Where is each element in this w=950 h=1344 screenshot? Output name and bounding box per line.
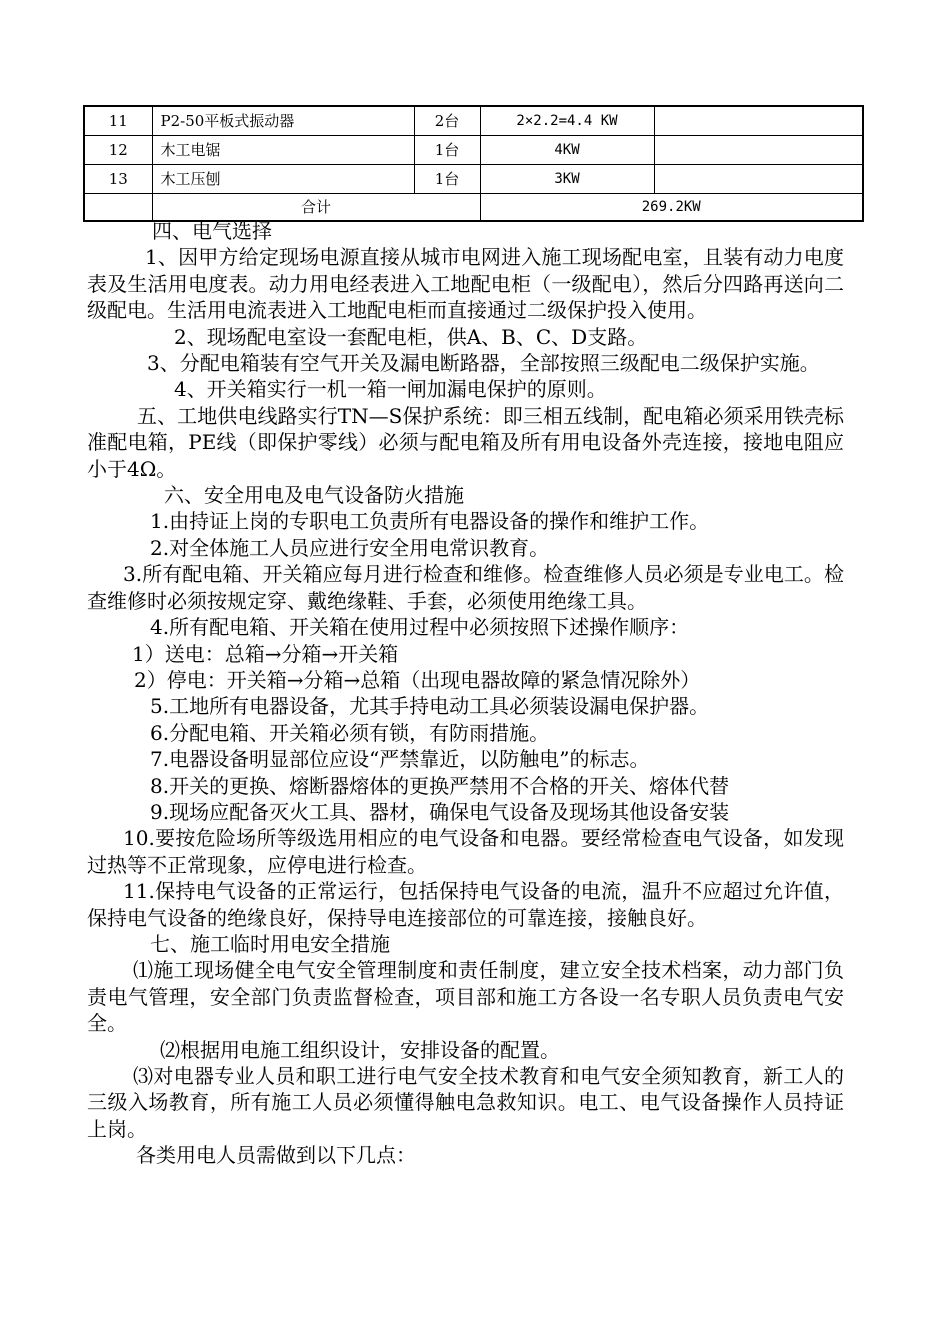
list-item: 4.所有配电箱、开关箱在使用过程中必须按照下述操作顺序： (150, 615, 690, 640)
list-item: 2）停电：开关箱→分箱→总箱（出现电器故障的紧急情况除外） (134, 667, 701, 692)
list-item: 8.开关的更换、熔断器熔体的更换严禁用不合格的开关、熔体代替 (150, 773, 730, 798)
equipment-note (654, 165, 863, 194)
table-row (84, 165, 863, 194)
table-row (84, 136, 863, 165)
list-item: 3.所有配电箱、开关箱应每月进行检查和维修。检查维修人员必须是专业电工。检查维修时必须按规定穿、戴绝缘鞋、手套，必须使用绝缘工具。 (87, 562, 844, 613)
total-label: 合计 (152, 194, 480, 222)
equipment-power: 4KW (480, 136, 654, 165)
equipment-note (654, 106, 863, 136)
equipment-quantity: 2台 (414, 106, 480, 136)
list-item: 7.电器设备明显部位应设“严禁靠近，以防触电”的标志。 (150, 747, 650, 772)
table-row (84, 106, 863, 136)
list-item: 1.由持证上岗的专职电工负责所有电器设备的操作和维护工作。 (150, 509, 710, 534)
section-heading: 六、安全用电及电气设备防火措施 (164, 483, 464, 508)
list-item: 6.分配电箱、开关箱必须有锁，有防雨措施。 (150, 720, 550, 745)
section-heading: 四、电气选择 (152, 219, 272, 243)
equipment-name: 木工压刨 (152, 165, 414, 194)
section-heading: 五、工地供电线路实行TN—S保护系统：即三相五线制，配电箱必须采用铁壳标准配电箱，PE线（即保护零线）必须与配电箱及所有用电设备外壳连接，接地电阻应小于4Ω。 (87, 403, 844, 481)
paragraph: 3、分配电箱装有空气开关及漏电断路器，全部按照三级配电二级保护实施。 (147, 351, 820, 376)
list-item: 11.保持电气设备的正常运行，包括保持电气设备的电流，温升不应超过允许值，保持电气设备的绝缘良好，保持导电连接部位的可靠连接，接触良好。 (87, 879, 844, 930)
list-item: 10.要按危险场所等级选用相应的电气设备和电器。要经常检查电气设备，如发现过热等不正常现象，应停电进行检查。 (87, 826, 844, 877)
document-body (87, 218, 844, 1169)
paragraph: 4、开关箱实行一机一箱一闸加漏电保护的原则。 (174, 377, 607, 402)
row-number: 12 (84, 136, 152, 165)
paragraph: ⑴施工现场健全电气安全管理制度和责任制度，建立安全技术档案，动力部门负责电气管理，安全部门负责监督检查，项目部和施工方各设一名专职人员负责电气安全。 (87, 958, 844, 1036)
section-heading: 七、施工临时用电安全措施 (150, 931, 390, 956)
row-number: 13 (84, 165, 152, 194)
equipment-name: 木工电锯 (152, 136, 414, 165)
list-item: 9.现场应配备灭火工具、器材，确保电气设备及现场其他设备安装 (150, 799, 730, 824)
equipment-power: 2×2.2=4.4 KW (480, 106, 654, 136)
paragraph: 各类用电人员需做到以下几点： (136, 1143, 416, 1168)
list-item: 5.工地所有电器设备，尤其手持电动工具必须装设漏电保护器。 (150, 694, 710, 719)
paragraph: ⑵根据用电施工组织设计，安排设备的配置。 (160, 1037, 560, 1062)
equipment-name: P2-50平板式振动器 (152, 106, 414, 136)
list-item: 1）送电：总箱→分箱→开关箱 (132, 641, 399, 666)
paragraph: ⑶对电器专业人员和职工进行电气安全技术教育和电气安全须知教育，新工人的三级入场教育，所有施工人员必须懂得触电急救知识。电工、电气设备操作人员持证上岗。 (87, 1064, 844, 1141)
total-blank-cell (84, 194, 152, 222)
equipment-note (654, 136, 863, 165)
table-total-row (84, 194, 863, 222)
row-number: 11 (84, 106, 152, 136)
paragraph: 2、现场配电室设一套配电柜，供A、B、C、D支路。 (174, 324, 648, 349)
equipment-power: 3KW (480, 165, 654, 194)
equipment-table (83, 105, 864, 222)
equipment-quantity: 1台 (414, 136, 480, 165)
total-value: 269.2KW (480, 194, 863, 222)
equipment-quantity: 1台 (414, 165, 480, 194)
list-item: 2.对全体施工人员应进行安全用电常识教育。 (150, 535, 550, 560)
paragraph: 1、因甲方给定现场电源直接从城市电网进入施工现场配电室，且装有动力电度表及生活用电度表。动力用电经表进入工地配电柜（一级配电），然后分四路再送向二级配电。生活用电流表进入工地配电柜而直接通过二级保护投入使用。 (87, 245, 844, 323)
